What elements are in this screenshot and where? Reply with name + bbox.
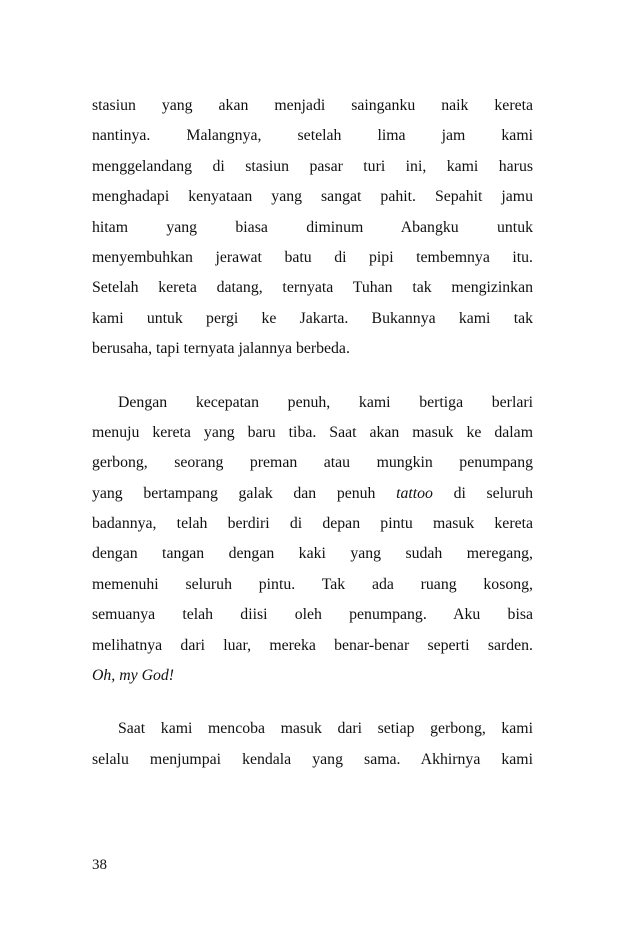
text-line: melihatnya dari luar, mereka benar-benar seperti sarden.: [92, 636, 533, 654]
text-line: badannya, telah berdiri di depan pintu masuk kereta: [92, 515, 533, 533]
text-line: kami untuk pergi ke Jakarta. Bukannya kami tak: [92, 309, 533, 327]
text-line: semuanya telah diisi oleh penumpang. Aku bisa: [92, 606, 533, 624]
text-line: menghadapi kenyataan yang sangat pahit. Sepahit jamu: [92, 188, 533, 206]
text-segment: yang bertampang galak dan penuh: [92, 484, 397, 502]
text-segment: di seluruh: [432, 484, 533, 502]
text-line: menyembuhkan jerawat batu di pipi tembemnya itu.: [92, 248, 533, 266]
text-line: [92, 479, 533, 509]
paragraph: [92, 91, 533, 365]
page-number: 38: [92, 857, 107, 873]
text-line: berusaha, tapi ternyata jalannya berbeda.: [92, 340, 350, 358]
paragraph-gap: [92, 691, 533, 714]
text-line: Saat kami mencoba masuk dari setiap gerbong, kami: [118, 720, 533, 738]
text-line: hitam yang biasa diminum Abangku untuk: [92, 218, 533, 236]
paragraph-gap: [92, 365, 533, 388]
text-line: nantinya. Malangnya, setelah lima jam kami: [92, 127, 533, 145]
paragraph: [92, 714, 533, 775]
text-line: dengan tangan dengan kaki yang sudah meregang,: [92, 545, 533, 563]
text-line: Setelah kereta datang, ternyata Tuhan tak mengizinkan: [92, 279, 533, 297]
text-line: stasiun yang akan menjadi sainganku naik kereta: [92, 97, 533, 114]
text-line: memenuhi seluruh pintu. Tak ada ruang kosong,: [92, 575, 533, 593]
text-line: menuju kereta yang baru tiba. Saat akan masuk ke dalam: [92, 423, 533, 441]
italic-term: tattoo: [396, 484, 433, 502]
text-line: Dengan kecepatan penuh, kami bertiga berlari: [118, 393, 533, 411]
text-line: menggelandang di stasiun pasar turi ini, kami harus: [92, 157, 533, 175]
paragraph: [92, 388, 533, 692]
text-line: gerbong, seorang preman atau mungkin penumpang: [92, 454, 533, 472]
page-body: [92, 91, 533, 775]
italic-exclamation: Oh, my God!: [92, 667, 175, 685]
text-line: selalu menjumpai kendala yang sama. Akhirnya kami: [92, 750, 533, 768]
